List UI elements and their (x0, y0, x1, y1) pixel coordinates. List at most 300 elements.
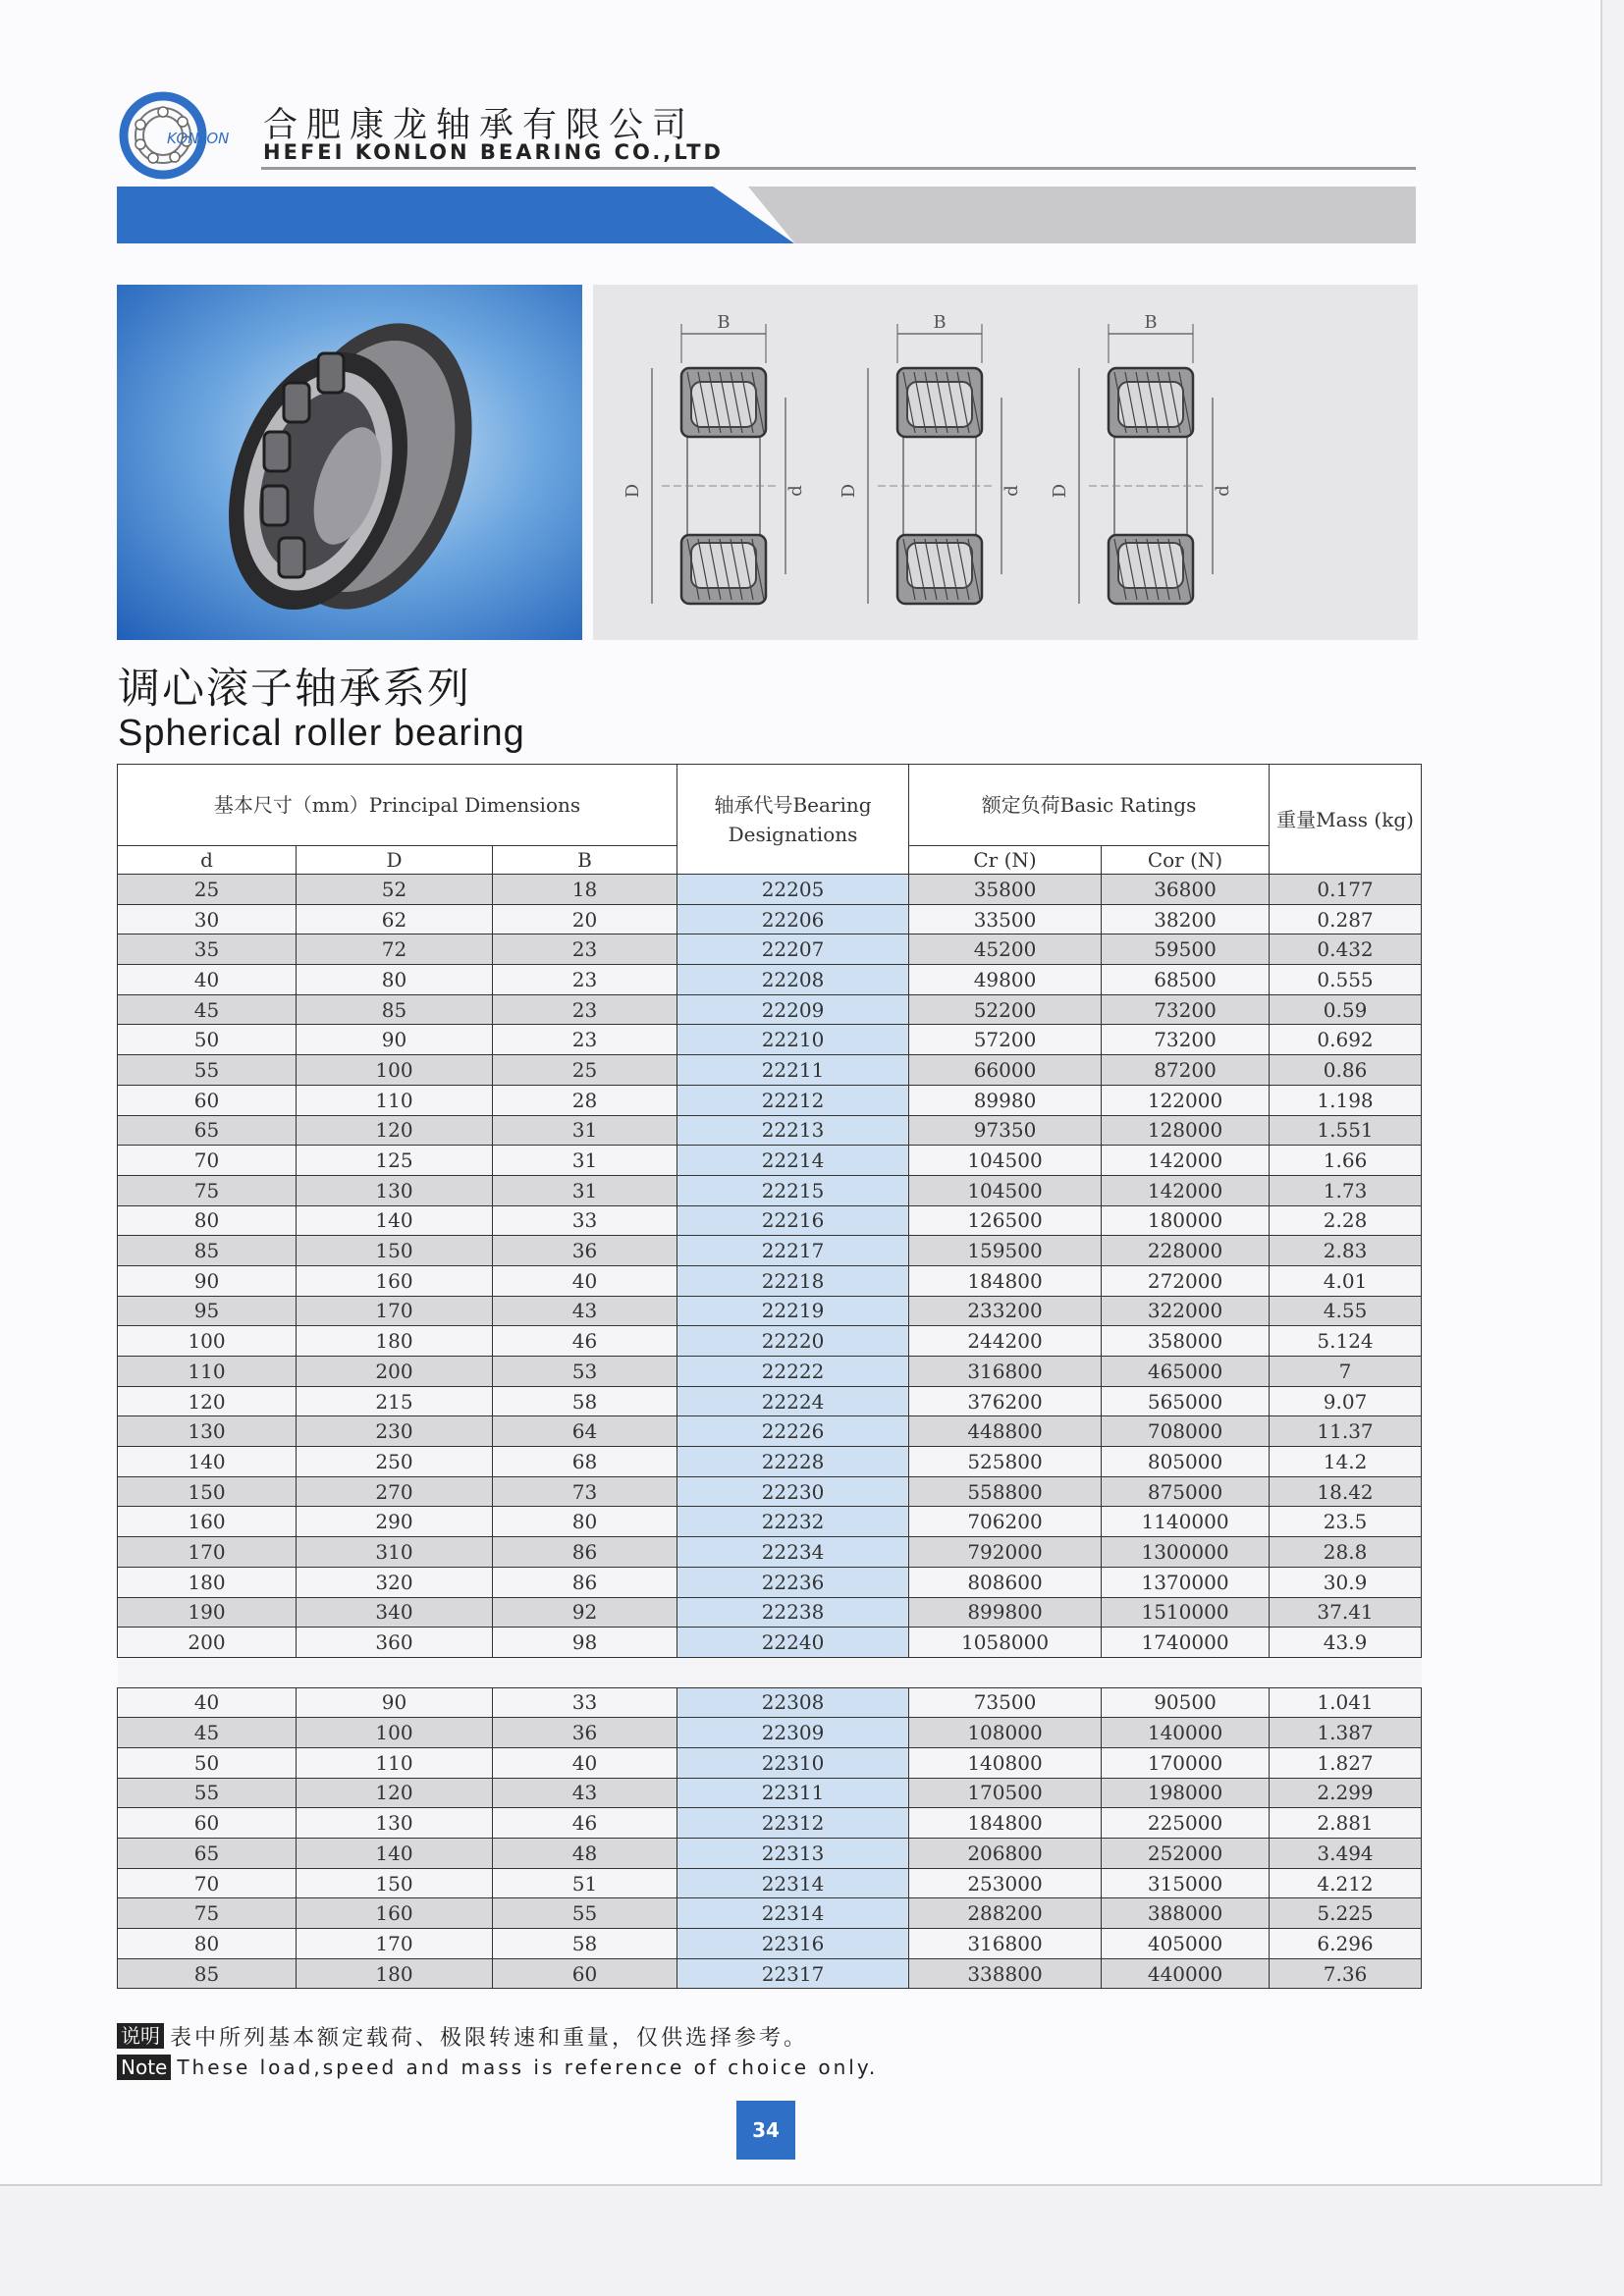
table-row (118, 875, 1422, 905)
cell-B: 46 (493, 1808, 677, 1839)
cell-cr: 49800 (909, 965, 1102, 995)
cell-D: 52 (297, 875, 493, 905)
cell-D: 230 (297, 1416, 493, 1447)
cell-d: 55 (118, 1055, 297, 1086)
cell-cor: 73200 (1102, 1025, 1270, 1055)
label-d: d (1001, 485, 1022, 497)
cell-cor: 1740000 (1102, 1628, 1270, 1658)
cell-mass: 1.551 (1270, 1115, 1422, 1146)
cell-D: 125 (297, 1146, 493, 1176)
cell-cor: 122000 (1102, 1085, 1270, 1115)
section-title-en: Spherical roller bearing (118, 713, 525, 754)
cell-cor: 405000 (1102, 1929, 1270, 1959)
cell-mass: 9.07 (1270, 1386, 1422, 1416)
cell-B: 80 (493, 1507, 677, 1537)
cell-designation: 22311 (677, 1778, 909, 1808)
cell-designation: 22314 (677, 1898, 909, 1929)
separator-cell (118, 1657, 1422, 1687)
cell-cr: 140800 (909, 1747, 1102, 1778)
cell-D: 80 (297, 965, 493, 995)
cell-cor: 875000 (1102, 1476, 1270, 1507)
cell-B: 51 (493, 1868, 677, 1898)
company-name-en: HEFEI KONLON BEARING CO.,LTD (263, 140, 724, 164)
cell-D: 100 (297, 1055, 493, 1086)
cell-D: 100 (297, 1718, 493, 1748)
cell-B: 33 (493, 1205, 677, 1236)
cell-designation: 22215 (677, 1175, 909, 1205)
cell-designation: 22230 (677, 1476, 909, 1507)
cell-designation: 22308 (677, 1687, 909, 1718)
cell-mass: 7.36 (1270, 1958, 1422, 1989)
cell-cor: 59500 (1102, 934, 1270, 965)
svg-text:KONLON: KONLON (167, 130, 230, 147)
table-row (118, 1447, 1422, 1477)
cell-B: 48 (493, 1839, 677, 1869)
cell-d: 70 (118, 1146, 297, 1176)
cell-D: 340 (297, 1597, 493, 1628)
cell-B: 64 (493, 1416, 677, 1447)
cell-B: 98 (493, 1628, 677, 1658)
note-text-cn: 表中所列基本额定载荷、极限转速和重量，仅供选择参考。 (170, 2025, 809, 2051)
cell-B: 60 (493, 1958, 677, 1989)
cell-mass: 0.555 (1270, 965, 1422, 995)
table-row (118, 1898, 1422, 1929)
cell-D: 90 (297, 1687, 493, 1718)
cell-D: 150 (297, 1868, 493, 1898)
cell-cr: 253000 (909, 1868, 1102, 1898)
cell-designation: 22316 (677, 1929, 909, 1959)
cell-cr: 206800 (909, 1839, 1102, 1869)
cell-D: 170 (297, 1929, 493, 1959)
cell-mass: 4.55 (1270, 1296, 1422, 1326)
cell-cor: 315000 (1102, 1868, 1270, 1898)
cell-mass: 0.86 (1270, 1055, 1422, 1086)
cell-mass: 0.432 (1270, 934, 1422, 965)
cell-D: 270 (297, 1476, 493, 1507)
cell-cor: 68500 (1102, 965, 1270, 995)
table-row (118, 1628, 1422, 1658)
cell-cr: 288200 (909, 1898, 1102, 1929)
cell-cor: 228000 (1102, 1236, 1270, 1266)
cell-D: 62 (297, 904, 493, 934)
cell-cr: 104500 (909, 1175, 1102, 1205)
bearing-photo (117, 285, 582, 640)
cell-cr: 792000 (909, 1537, 1102, 1568)
cell-mass: 1.66 (1270, 1146, 1422, 1176)
cell-d: 170 (118, 1537, 297, 1568)
cell-d: 140 (118, 1447, 297, 1477)
cell-B: 58 (493, 1386, 677, 1416)
cell-d: 70 (118, 1868, 297, 1898)
cell-mass: 6.296 (1270, 1929, 1422, 1959)
header-designation: 轴承代号Bearing Designations (677, 765, 909, 875)
cell-cor: 198000 (1102, 1778, 1270, 1808)
table-row (118, 934, 1422, 965)
cell-cor: 1510000 (1102, 1597, 1270, 1628)
cell-cr: 89980 (909, 1085, 1102, 1115)
cell-designation: 22232 (677, 1507, 909, 1537)
cell-mass: 4.212 (1270, 1868, 1422, 1898)
cell-B: 58 (493, 1929, 677, 1959)
cell-d: 100 (118, 1326, 297, 1357)
table-row (118, 1929, 1422, 1959)
table-row (118, 1357, 1422, 1387)
cell-cr: 244200 (909, 1326, 1102, 1357)
subheader-cor: Cor (N) (1102, 846, 1270, 875)
cell-D: 215 (297, 1386, 493, 1416)
cell-d: 180 (118, 1567, 297, 1597)
cell-cor: 73200 (1102, 994, 1270, 1025)
cell-d: 65 (118, 1115, 297, 1146)
cell-cor: 272000 (1102, 1265, 1270, 1296)
cell-cr: 706200 (909, 1507, 1102, 1537)
cell-d: 45 (118, 1718, 297, 1748)
table-row (118, 1507, 1422, 1537)
cell-designation: 22222 (677, 1357, 909, 1387)
cell-d: 80 (118, 1929, 297, 1959)
cell-cor: 90500 (1102, 1687, 1270, 1718)
cell-cor: 358000 (1102, 1326, 1270, 1357)
cell-d: 200 (118, 1628, 297, 1658)
cell-B: 23 (493, 965, 677, 995)
cell-cr: 45200 (909, 934, 1102, 965)
bearing-illustration (117, 285, 582, 640)
cell-B: 46 (493, 1326, 677, 1357)
cell-d: 90 (118, 1265, 297, 1296)
cell-mass: 43.9 (1270, 1628, 1422, 1658)
cell-designation: 22309 (677, 1718, 909, 1748)
cell-designation: 22312 (677, 1808, 909, 1839)
note-text-en: These load,speed and mass is reference of choice only. (177, 2056, 879, 2079)
cell-cor: 225000 (1102, 1808, 1270, 1839)
cell-mass: 1.827 (1270, 1747, 1422, 1778)
label-B: B (1144, 312, 1158, 333)
cell-mass: 1.041 (1270, 1687, 1422, 1718)
table-row (118, 1476, 1422, 1507)
cell-d: 55 (118, 1778, 297, 1808)
cell-cor: 128000 (1102, 1115, 1270, 1146)
cell-cor: 142000 (1102, 1146, 1270, 1176)
label-B: B (933, 312, 947, 333)
notes (117, 2020, 878, 2083)
cell-B: 86 (493, 1567, 677, 1597)
cell-D: 140 (297, 1205, 493, 1236)
cell-mass: 0.59 (1270, 994, 1422, 1025)
table-row (118, 1747, 1422, 1778)
label-D: D (839, 483, 859, 499)
cell-mass: 5.124 (1270, 1326, 1422, 1357)
cell-d: 45 (118, 994, 297, 1025)
cell-mass: 0.692 (1270, 1025, 1422, 1055)
cell-D: 130 (297, 1808, 493, 1839)
cell-mass: 0.287 (1270, 904, 1422, 934)
cell-d: 50 (118, 1025, 297, 1055)
cell-d: 110 (118, 1357, 297, 1387)
cell-D: 160 (297, 1265, 493, 1296)
cell-cr: 33500 (909, 904, 1102, 934)
table-row (118, 1236, 1422, 1266)
cell-D: 120 (297, 1778, 493, 1808)
cell-cr: 170500 (909, 1778, 1102, 1808)
table-row (118, 1175, 1422, 1205)
table-row (118, 1386, 1422, 1416)
cell-designation: 22218 (677, 1265, 909, 1296)
cell-B: 31 (493, 1146, 677, 1176)
cell-B: 23 (493, 1025, 677, 1055)
cell-d: 120 (118, 1386, 297, 1416)
cell-cor: 805000 (1102, 1447, 1270, 1477)
cell-d: 25 (118, 875, 297, 905)
cell-designation: 22208 (677, 965, 909, 995)
cell-cor: 1370000 (1102, 1567, 1270, 1597)
cell-D: 320 (297, 1567, 493, 1597)
cell-designation: 22234 (677, 1537, 909, 1568)
section-drawing (868, 324, 1001, 604)
cell-mass: 2.299 (1270, 1778, 1422, 1808)
table-row (118, 1808, 1422, 1839)
cell-B: 36 (493, 1718, 677, 1748)
cell-D: 170 (297, 1296, 493, 1326)
table-row (118, 1718, 1422, 1748)
cell-B: 31 (493, 1115, 677, 1146)
subheader-D: D (297, 846, 493, 875)
cell-D: 150 (297, 1236, 493, 1266)
cell-designation: 22236 (677, 1567, 909, 1597)
table-row (118, 1055, 1422, 1086)
cell-D: 120 (297, 1115, 493, 1146)
table-row (118, 1868, 1422, 1898)
cell-mass: 0.177 (1270, 875, 1422, 905)
cell-designation: 22217 (677, 1236, 909, 1266)
cell-cr: 57200 (909, 1025, 1102, 1055)
header-dimensions: 基本尺寸（mm）Principal Dimensions (118, 765, 677, 846)
table-row (118, 1025, 1422, 1055)
cell-d: 130 (118, 1416, 297, 1447)
cell-d: 50 (118, 1747, 297, 1778)
cell-cr: 35800 (909, 875, 1102, 905)
cell-D: 90 (297, 1025, 493, 1055)
table-row (118, 1085, 1422, 1115)
table-row (118, 1687, 1422, 1718)
table-row (118, 1326, 1422, 1357)
cell-designation: 22310 (677, 1747, 909, 1778)
section-drawing (1079, 324, 1213, 604)
cell-cor: 565000 (1102, 1386, 1270, 1416)
note-tag-en: Note (117, 2055, 171, 2080)
header-divider (261, 167, 1416, 170)
cross-section-diagrams (593, 285, 1418, 640)
cell-cr: 558800 (909, 1476, 1102, 1507)
note-cn (117, 2020, 878, 2052)
cell-designation: 22220 (677, 1326, 909, 1357)
cell-designation: 22317 (677, 1958, 909, 1989)
cell-D: 110 (297, 1085, 493, 1115)
cell-cr: 899800 (909, 1597, 1102, 1628)
header-blue-band (117, 187, 794, 243)
cell-B: 40 (493, 1265, 677, 1296)
cell-B: 31 (493, 1175, 677, 1205)
cell-cr: 316800 (909, 1357, 1102, 1387)
cell-designation: 22211 (677, 1055, 909, 1086)
section-title-cn: 调心滚子轴承系列 (118, 665, 471, 714)
cell-D: 290 (297, 1507, 493, 1537)
cell-d: 40 (118, 1687, 297, 1718)
cell-cor: 142000 (1102, 1175, 1270, 1205)
cell-B: 53 (493, 1357, 677, 1387)
cell-B: 23 (493, 934, 677, 965)
cell-mass: 37.41 (1270, 1597, 1422, 1628)
cell-d: 30 (118, 904, 297, 934)
cell-d: 60 (118, 1808, 297, 1839)
bearing-section-drawings (593, 285, 1418, 640)
cell-D: 110 (297, 1747, 493, 1778)
cell-designation: 22206 (677, 904, 909, 934)
cell-B: 43 (493, 1778, 677, 1808)
cell-cr: 1058000 (909, 1628, 1102, 1658)
section-drawing (652, 324, 785, 604)
cell-designation: 22219 (677, 1296, 909, 1326)
cell-B: 92 (493, 1597, 677, 1628)
cell-B: 18 (493, 875, 677, 905)
cell-B: 55 (493, 1898, 677, 1929)
cell-d: 160 (118, 1507, 297, 1537)
subheader-d: d (118, 846, 297, 875)
cell-mass: 4.01 (1270, 1265, 1422, 1296)
cell-B: 28 (493, 1085, 677, 1115)
cell-cor: 36800 (1102, 875, 1270, 905)
cell-mass: 2.83 (1270, 1236, 1422, 1266)
cell-B: 43 (493, 1296, 677, 1326)
cell-cor: 252000 (1102, 1839, 1270, 1869)
cell-D: 200 (297, 1357, 493, 1387)
cell-mass: 30.9 (1270, 1567, 1422, 1597)
cell-D: 130 (297, 1175, 493, 1205)
cell-cr: 376200 (909, 1386, 1102, 1416)
cell-designation: 22212 (677, 1085, 909, 1115)
cell-designation: 22240 (677, 1628, 909, 1658)
subheader-cr: Cr (N) (909, 846, 1102, 875)
cell-B: 40 (493, 1747, 677, 1778)
cell-cr: 316800 (909, 1929, 1102, 1959)
cell-D: 180 (297, 1958, 493, 1989)
cell-mass: 3.494 (1270, 1839, 1422, 1869)
cell-cr: 184800 (909, 1265, 1102, 1296)
cell-d: 85 (118, 1958, 297, 1989)
page-number: 34 (736, 2101, 795, 2160)
table-row (118, 1265, 1422, 1296)
cell-B: 68 (493, 1447, 677, 1477)
cell-B: 25 (493, 1055, 677, 1086)
cell-designation: 22216 (677, 1205, 909, 1236)
note-en (117, 2052, 878, 2083)
cell-d: 40 (118, 965, 297, 995)
cell-designation: 22210 (677, 1025, 909, 1055)
table-row (118, 1115, 1422, 1146)
cell-D: 310 (297, 1537, 493, 1568)
cell-cr: 97350 (909, 1115, 1102, 1146)
cell-cr: 448800 (909, 1416, 1102, 1447)
table-row (118, 1537, 1422, 1568)
cell-cr: 52200 (909, 994, 1102, 1025)
table-row (118, 1146, 1422, 1176)
company-name-cn: 合肥康龙轴承有限公司 (263, 106, 696, 145)
cell-d: 35 (118, 934, 297, 965)
header-ratings: 额定负荷Basic Ratings (909, 765, 1270, 846)
cell-D: 72 (297, 934, 493, 965)
cell-mass: 11.37 (1270, 1416, 1422, 1447)
cell-cor: 87200 (1102, 1055, 1270, 1086)
label-d: d (785, 485, 806, 497)
cell-d: 150 (118, 1476, 297, 1507)
spec-table-body (118, 875, 1422, 1989)
cell-mass: 28.8 (1270, 1537, 1422, 1568)
cell-designation: 22207 (677, 934, 909, 965)
cell-d: 80 (118, 1205, 297, 1236)
cell-mass: 18.42 (1270, 1476, 1422, 1507)
note-tag-cn: 说明 (117, 2023, 164, 2049)
cell-mass: 1.198 (1270, 1085, 1422, 1115)
cell-mass: 2.881 (1270, 1808, 1422, 1839)
cell-mass: 1.73 (1270, 1175, 1422, 1205)
cell-cor: 38200 (1102, 904, 1270, 934)
cell-mass: 7 (1270, 1357, 1422, 1387)
cell-d: 65 (118, 1839, 297, 1869)
cell-designation: 22213 (677, 1115, 909, 1146)
cell-d: 95 (118, 1296, 297, 1326)
table-row (118, 1296, 1422, 1326)
cell-designation: 22224 (677, 1386, 909, 1416)
header-mass: 重量Mass (kg) (1270, 765, 1422, 875)
cell-designation: 22214 (677, 1146, 909, 1176)
cell-cor: 170000 (1102, 1747, 1270, 1778)
table-row (118, 1597, 1422, 1628)
cell-cr: 159500 (909, 1236, 1102, 1266)
cell-designation: 22238 (677, 1597, 909, 1628)
cell-d: 75 (118, 1175, 297, 1205)
cell-D: 85 (297, 994, 493, 1025)
cell-cr: 66000 (909, 1055, 1102, 1086)
cell-cr: 338800 (909, 1958, 1102, 1989)
cell-cr: 104500 (909, 1146, 1102, 1176)
table-row (118, 1205, 1422, 1236)
cell-cr: 184800 (909, 1808, 1102, 1839)
cell-d: 85 (118, 1236, 297, 1266)
cell-mass: 23.5 (1270, 1507, 1422, 1537)
table-row (118, 1839, 1422, 1869)
table-row (118, 1958, 1422, 1989)
cell-B: 86 (493, 1537, 677, 1568)
cell-B: 20 (493, 904, 677, 934)
cell-designation: 22228 (677, 1447, 909, 1477)
header-gray-band (748, 187, 1416, 243)
table-row (118, 1778, 1422, 1808)
cell-D: 180 (297, 1326, 493, 1357)
cell-cor: 708000 (1102, 1416, 1270, 1447)
cell-cor: 440000 (1102, 1958, 1270, 1989)
cell-cr: 525800 (909, 1447, 1102, 1477)
cell-D: 140 (297, 1839, 493, 1869)
konlon-logo (118, 90, 236, 181)
cell-designation: 22209 (677, 994, 909, 1025)
cell-D: 250 (297, 1447, 493, 1477)
cell-designation: 22205 (677, 875, 909, 905)
cell-cr: 73500 (909, 1687, 1102, 1718)
label-D: D (1050, 483, 1070, 499)
cell-D: 160 (297, 1898, 493, 1929)
cell-cr: 233200 (909, 1296, 1102, 1326)
label-B: B (717, 312, 731, 333)
cell-cor: 1300000 (1102, 1537, 1270, 1568)
